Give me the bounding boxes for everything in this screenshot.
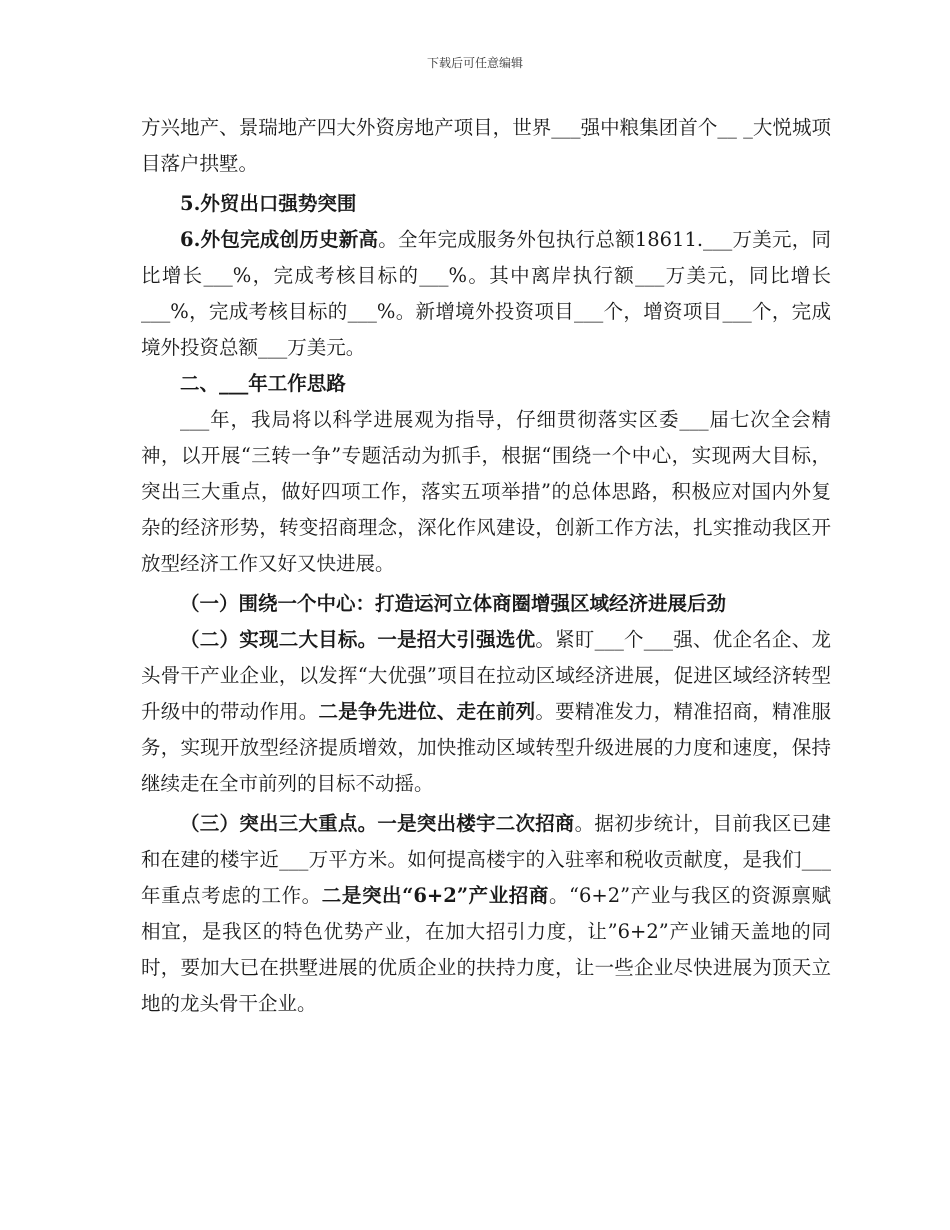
heading-two-goals: （二）实现二大目标。一是招大引强选优 [180,628,536,651]
three-focus-subheading: 二是突出“6+2”产业招商 [321,884,549,907]
heading-one-center: （一）围绕一个中心：打造运河立体商圈增强区域经济进展后劲 [180,592,727,615]
heading-foreign-trade: 5.外贸出口强势突围 [180,192,357,215]
two-goals-subheading: 二是争先进位、走在前列 [318,700,536,723]
three-focus-text-1: 。据初步统计，目前我区已建和在建的楼宇近___万平方米。如何提高楼宇的入驻率和税收贡献度，是我们___年重点考虑的工作。 [141,812,831,907]
heading-outsourcing: 6.外包完成创历史新高 [180,228,379,251]
paragraph-three-focus [141,806,831,1022]
document-body [141,110,831,1022]
heading-three-focus: （三）突出三大重点。一是突出楼宇二次招商 [180,812,575,835]
paragraph-realestate-projects: 方兴地产、景瑞地产四大外资房地产项目，世界___强中粮集团首个__ _大悦城项目落户拱墅。 [141,116,831,175]
heading-work-plan: 二、___年工作思路 [180,372,346,395]
paragraph-work-plan-intro: ___年，我局将以科学进展观为指导，仔细贯彻落实区委___届七次全会精神，以开展“三转一争”专题活动为抓手，根据“围绕一个中心，实现两大目标，突出三大重点，做好四项工作，落实五项举措”的总体思路，积极应对国内外复杂的经济形势，转变招商理念，深化作风建设，创新工作方法，扎实推动我区开放型经济工作又好又快进展。 [141,408,831,575]
two-goals-text-1: 。紧盯___个___强、优企名企、龙头骨干产业企业，以发挥“大优强”项目在拉动区域经济进展，促进区域经济转型升级中的带动作用。 [141,628,831,723]
paragraph-two-goals [141,622,831,802]
outsourcing-text: 。全年完成服务外包执行总额18611.___万美元，同比增长___%，完成考核目标的___%。其中离岸执行额___万美元，同比增长___%，完成考核目标的___%。新增境外投资项目___个，增资项目___个，完成境外投资总额___万美元。 [141,228,831,359]
three-focus-text-2: 。“6+2”产业与我区的资源禀赋相宜，是我区的特色优势产业，在加大招引力度，让”6+2”产业铺天盖地的同时，要加大已在拱墅进展的优质企业的扶持力度，让一些企业尽快进展为顶天立地的龙头骨干企业。 [141,884,831,1015]
paragraph-outsourcing [141,222,831,366]
two-goals-text-2: 。要精准发力，精准招商，精准服务，实现开放型经济提质增效，加快推动区域转型升级进展的力度和速度，保持继续走在全市前列的目标不动摇。 [141,700,831,795]
page-header: 下载后可任意编辑 [426,56,523,70]
